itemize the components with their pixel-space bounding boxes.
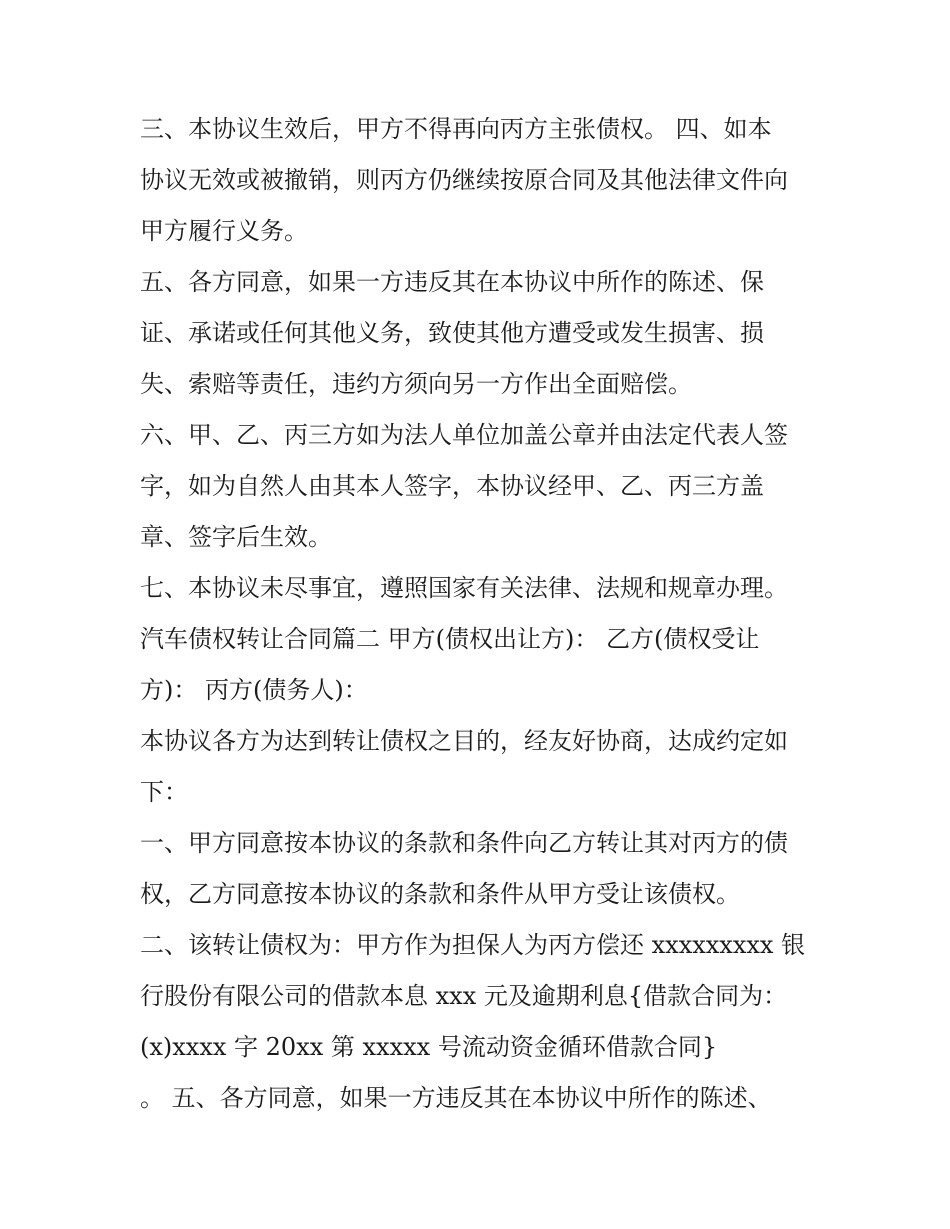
text-line: 下： [140,778,188,806]
text-line: 失、索赔等责任，违约方须向另一方作出全面赔偿。 [140,370,692,398]
text-line: 二、该转让债权为：甲方作为担保人为丙方偿还 xxxxxxxxx 银 [140,931,806,959]
text-line: 方)： 丙方(债务人)： [140,676,368,704]
text-line: 一、甲方同意按本协议的条款和条件向乙方转让其对丙方的债 [140,829,788,857]
document-body [140,104,820,1124]
text-line: 本协议各方为达到转让债权之目的，经友好协商，达成约定如 [140,727,788,755]
text-line: 汽车债权转让合同篇二 甲方(债权出让方)： 乙方(债权受让 [140,625,760,653]
text-line: (x)xxxx 字 20xx 第 xxxxx 号流动资金循环借款合同} [140,1033,718,1061]
text-line: 权，乙方同意按本协议的条款和条件从甲方受让该债权。 [140,880,740,908]
text-line: 章、签字后生效。 [140,523,332,551]
text-line: 甲方履行义务。 [140,217,308,245]
text-line: 证、承诺或任何其他义务，致使其他方遭受或发生损害、损 [140,319,764,347]
text-line: 行股份有限公司的借款本息 xxx 元及逾期利息{借款合同为： [140,982,788,1010]
text-line: 字，如为自然人由其本人签字，本协议经甲、乙、丙三方盖 [140,472,764,500]
text-line: 七、本协议未尽事宜，遵照国家有关法律、法规和规章办理。 [140,574,788,602]
text-line: 协议无效或被撤销，则丙方仍继续按原合同及其他法律文件向 [140,166,788,194]
text-line: 六、甲、乙、丙三方如为法人单位加盖公章并由法定代表人签 [140,421,788,449]
text-line: 五、各方同意，如果一方违反其在本协议中所作的陈述、保 [140,268,764,296]
text-line: 。 五、各方同意，如果一方违反其在本协议中所作的陈述、 [140,1084,772,1112]
text-line: 三、本协议生效后，甲方不得再向丙方主张债权。 四、如本 [140,115,772,143]
